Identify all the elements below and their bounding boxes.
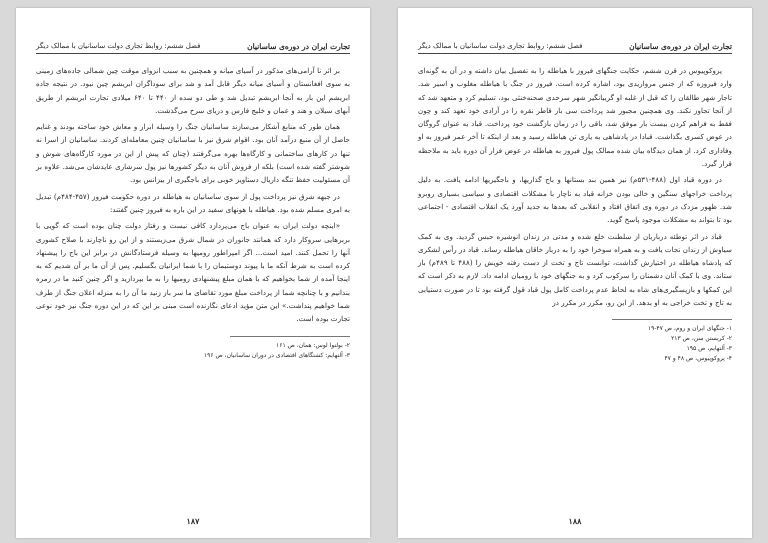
footnote: ۱- جنگهای ایران و روم، ص ۴۷-۱۹ [647,325,732,333]
footnote: ۳- آلتهایم، ص ۱۹۵ [686,345,732,353]
header-book-title: تجارت ایران در دوره‌ی ساسانیان [247,42,350,51]
paragraph: قباد در اثر توطئه درباریان از سلطنت خلع شده و مدتی در زندان انوشیره حبس گردید. وی به کمک سیاوش از زندان نجات یافت و به همراه سوخرا خود را به دربار خاقان هیاطله رساند. قباد در رأس لشکری که پادشاه هیاطله در اختیارش گذاشت، توانست تاج و تخت از دست رفته خویش را (۴۸۸ تا ۴۸۹م) باز ستاند. وی با کمک آنان دشمنان را سرکوب کرد و به جنگهای خود با رومیان ادامه داد. لازم به ذکر است که این کمکها و بازپسگیری‌های شاه به لحاظ عدم پرداخت کامل پول قباد قول گرفته بود تا در صورت دستیابی به تاج و تخت خراجی به او بدهد. از این رو، مکرر در مکرر در [418,231,732,308]
running-header [418,42,732,54]
paragraph: بر اثر نا آرامی‌های مذکور در آسیای میانه و همچنین به سبب انزوای موقت چین شمالی جاده‌های زمینی به سوی افغانستان و آسیای میانه دیگر قابل آمد و شد برای سوداگران ابریشم چین نبود. در نتیجه جاده ابریشم این بار به آنجا ابریشم تبدیل شد و طی دو سده از ۴۴۰ تا ۶۴۰ میلادی تجارت ابریشم از طریق آبهای سیلان و هند و عمان و خلیج فارس و دریای سرخ می‌گذشت. [36,66,350,115]
right-page [398,8,752,538]
page-number: ۱۸۸ [568,516,582,526]
footnote: ۲- بولنوا لوس: همان، ص ۱۶۱ [276,341,350,349]
footnote: ۳- آلتهایم: کشتگاهای اقتصادی در دوران ساسانیان، ص ۱۹۶ [203,351,350,359]
paragraph: در جبهه شرق نیز پرداخت پول از سوی ساسانیان به هیاطله در دوره حکومت فیروز (۴۵۷-۴۸۴م) تبدیل به امری مسلم شده بود. هیاطله با هونهای سفید در این باره به فیروز چنین گفتند: [36,191,350,214]
left-page [16,8,370,538]
header-book-title: تجارت ایران در دوره‌ی ساسانیان [629,42,732,51]
footnotes [36,341,350,361]
footnote-separator [612,319,732,320]
footnotes [418,324,732,364]
paragraph: همان طور که منابع آشکار می‌سازند ساسانیان جنگ را وسیله ابرار و معاش خود ساخته بودند و غنایم حاصل از آن منبع درآمد آنان بود. اقوام شرق نیز با ساسانیان چنین معامله‌ای کردند. ساسانیان از اسرا نه تنها در کارهای ساختمانی و کارگاه‌ها بهره می‌گرفتند (چنان که پیش از این در مورد کارگاه‌های شوش و شوشتر گفته شده است) بلکه از فروش آنان به دیگر کشورها نیز پول سرشاری عایدشان می‌شد. علاوه بر آن مسئولیت حفظ تنگه داریال دستاویز خوبی برای باجگیری از بیزانس بود. [36,122,350,185]
page-body [36,64,350,326]
header-chapter-title: فصل ششم: روابط تجاری دولت ساسانیان با ممالک دیگر [36,42,201,50]
footnote: ۲- کریستن سن، ص ۲۱۳ [671,335,732,343]
header-chapter-title: فصل ششم: روابط تجاری دولت ساسانیان با ممالک دیگر [418,42,583,50]
page-body [418,64,732,309]
paragraph: پروکوپیوس در قرن ششم، حکایت جنگهای فیروز با هیاطله را به تفصیل بیان داشته و در آن به گونه‌ای وارد فیروزه که از جنس مرواریدی بود، اشاره کرده است. فیروز در جنگ با هیاطله مغلوب و اسیر شد. تاجار شهر طالقان را که قبل از غلبه او گریبانگیر شهر سرحدی صحنه‌خنثی بود، تسلیم کرد و متعهد شد که از آنجا تجاوز نکند. وی همچنین مجبور شد پرداخت سی بار قاطر نقره را در آزادی خود تعهد کند و چون فقط به فراهم کردن بیست بار موفق شد، باقی را در زمان بازگشت خود پرداخت. قباد به عنوان گروگان در عوض کسری بگذاشت. قبادا در پادشاهی به یاری تن هیاطله رسید و بعد از اینکه تا آخر عمر فیروز به او وفاداری کرد. از همان دیدگاه بیان شده ممالک پول فیروز به هیاطله در عوض فرار آن دوره باید به ملاحظه قرار گیرد. [418,66,732,169]
running-header [36,42,350,54]
paragraph: «اینچه دولت ایران به عنوان باج می‌پردازد کافی نیست و رفتار دولت چنان بوده است که گویی با بربرهایی سروکار دارد که همانند جانوران در شمال شرق می‌زیستند و از این رو ناچارند با صلاح کشوری آنها را تحمل کنند. امید است... اگر امپراطور رومیها به وسیله فرستادگانش در برابر این باج را پیشنهاد کرده است به شرط آنکه ما با پیوند دوستیمان را با شما ایرانیان بگسلیم. پس از آن ما بر آن شدیم که به اینجا آمده از شما بخواهیم که با همان مبلغ پیشنهادی رومیها را به ما بپردازید و اگر چنین کنید ما در زمره بندانیم و با چنانچه شما از پرداخت مبلغ مورد تقاضای ما سر باز زنید ما آن را به منزله اعلان جنگ از طرف شما خواهیم پنداشت.» این متن مؤید ادعای نگارنده است مبنی بر این که در این دوره جنگ نیز خود نوعی تجارت بوده است. [36,221,350,324]
footnote-separator [230,336,350,337]
paragraph: در دوره قباد اول (۴۸۸-۵۳۱م) نیز همین بند بستانها و باج گذاریها، و باجگیریها ادامه یافت. به دلیل پرداخت خراجهای سنگین و خالی بودن خزانه قباد به ناچار با مشکلات اقتصادی و سیاسی بسیاری روبرو شد. ظهور مزدک در دوره وی اتفاق افتاد و انقلابی که بعدها به جدید آورد یک انقلاب اقتصادی - اجتماعی بود تا بتواند به مشکلات موجود پاسخ گوید. [418,175,732,225]
footnote: ۴- پروکوپیوس، ص ۴۸ و ۴۷ [664,355,732,363]
page-number: ۱۸۷ [186,516,200,526]
